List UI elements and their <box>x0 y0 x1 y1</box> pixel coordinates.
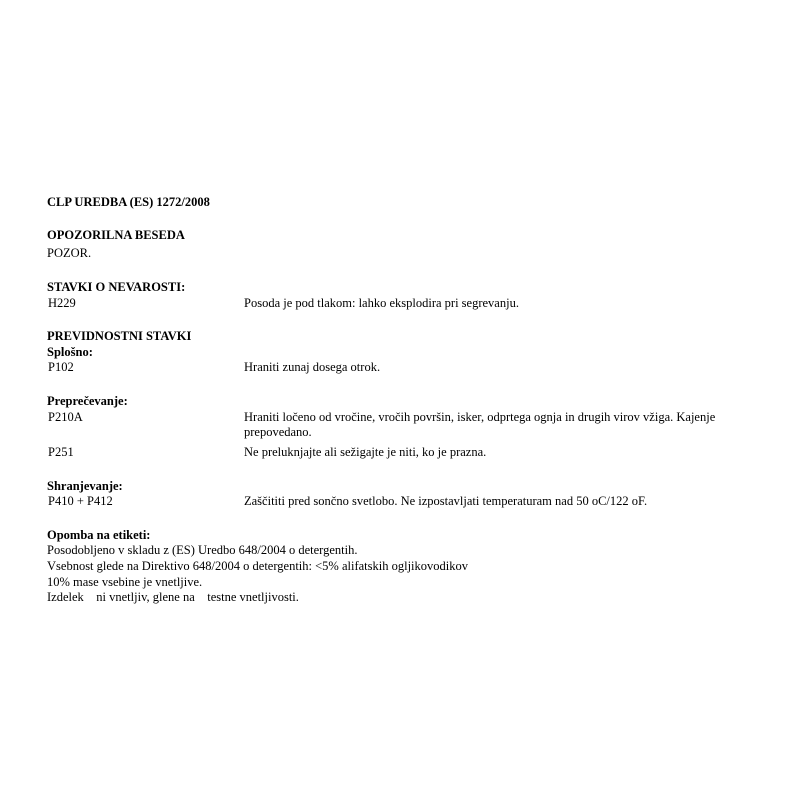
signal-word-heading: OPOZORILNA BESEDA <box>47 227 185 242</box>
hazard-text: Posoda je pod tlakom: lahko eksplodira pri segrevanju. <box>244 295 519 310</box>
general-heading: Splošno: <box>47 344 93 359</box>
precaution-text: Hraniti zunaj dosega otrok. <box>244 360 381 375</box>
label-note-section <box>47 528 767 606</box>
precaution-text: Hraniti ločeno od vročine, vročih površin, isker, odprtega ognja in drugih virov vžiga. Kajenje prepovedano. <box>244 409 716 440</box>
precaution-row <box>47 494 767 510</box>
precaution-code: P210A <box>48 409 83 424</box>
hazard-statements-section <box>47 280 767 311</box>
label-note-line: 10% mase vsebine je vnetljive. <box>47 574 203 589</box>
precaution-code: P410 + P412 <box>48 494 113 509</box>
label-note-line: Vsebnost glede na Direktivo 648/2004 o detergentih: <5% alifatskih ogljikovodikov <box>47 559 468 573</box>
hazard-statement-row <box>47 296 767 312</box>
precautionary-heading: PREVIDNOSTNI STAVKI <box>47 329 192 344</box>
label-note-heading: Opomba na etiketi: <box>47 527 151 542</box>
precaution-code: P251 <box>48 444 74 459</box>
precaution-row <box>47 445 767 461</box>
signal-word-value: POZOR. <box>47 246 92 261</box>
hazard-code: H229 <box>48 295 76 310</box>
label-note-line: Posodobljeno v skladu z (ES) Uredbo 648/2004 o detergentih. <box>47 543 358 558</box>
prevention-heading: Preprečevanje: <box>47 394 128 408</box>
precaution-code: P102 <box>48 360 74 375</box>
document-body <box>47 195 767 606</box>
precaution-row <box>47 410 767 441</box>
precautionary-section <box>47 329 767 510</box>
signal-word-section <box>47 228 767 262</box>
precaution-text: Zaščititi pred sončno svetlobo. Ne izpostavljati temperaturam nad 50 oC/122 oF. <box>244 494 648 509</box>
hazard-statements-heading: STAVKI O NEVAROSTI: <box>47 279 186 294</box>
label-note-line: Izdelek ni vnetljiv, glene na testne vnetljivosti. <box>47 590 299 605</box>
storage-heading: Shranjevanje: <box>47 478 123 493</box>
precaution-row <box>47 360 767 376</box>
document-title: CLP UREDBA (ES) 1272/2008 <box>47 195 210 209</box>
precaution-text: Ne preluknjajte ali sežigajte je niti, ko je prazna. <box>244 444 487 459</box>
